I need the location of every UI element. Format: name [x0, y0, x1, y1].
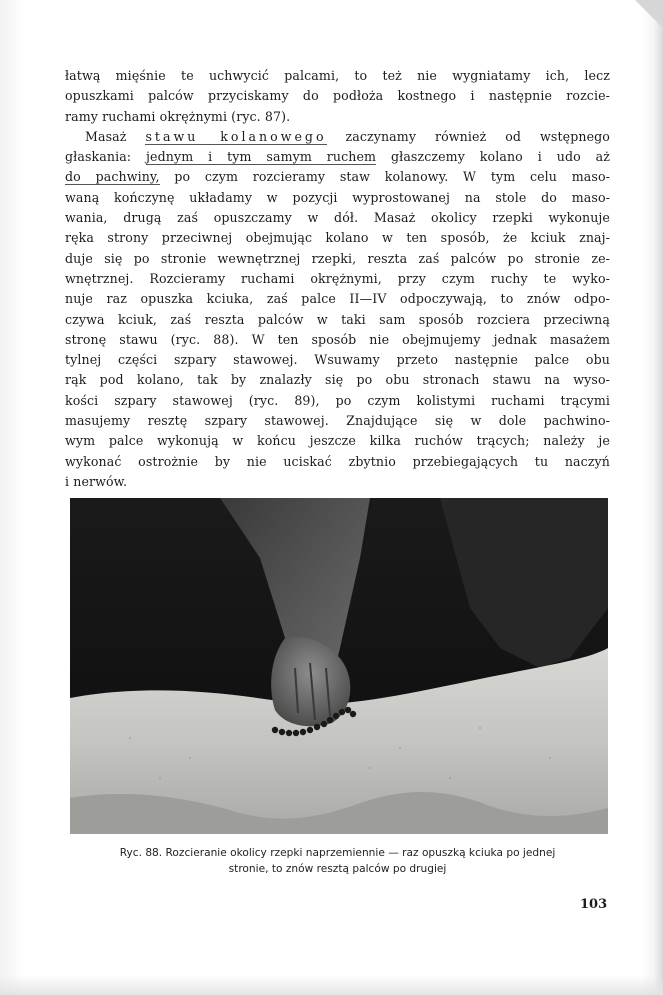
caption-line-1: Ryc. 88. Rozcieranie okolicy rzepki naprzemiennie — raz opuszką kciuka po jednej [119, 847, 556, 859]
page-edge-right-shadow [641, 0, 663, 995]
page-number: 103 [580, 897, 608, 912]
pachwiny-rest: po czym rozcieramy staw kolanowy. W tym celu maso- [174, 169, 610, 185]
glaskania-word: głaskania: [65, 149, 132, 165]
text-line: ręka strony przeciwnej obejmując kolano w ten sposób, że kciuk znaj- [65, 230, 610, 246]
underlined-phrase: jednym i tym samym ruchem [146, 149, 377, 165]
text-line: rąk pod kolano, tak by znalazły się po obu stronach stawu na wyso- [65, 372, 610, 388]
text-line: kości szpary stawowej (ryc. 89), po czym kolistymi ruchami trącymi [65, 392, 610, 408]
masaz-word: Masaż [85, 128, 127, 144]
text-line: czywa kciuk, zaś reszta palców w taki sam sposób rozciera przeciwną [65, 311, 610, 327]
text-line: łatwą mięśnie te uchwycić palcami, to też nie wygniatamy ich, lecz [65, 68, 610, 83]
text-line: wania, drugą zaś opuszczamy w dół. Masaż okolicy rzepki wykonuje [65, 210, 610, 226]
text-line-pachwiny [65, 167, 610, 187]
text-line: i nerwów. [65, 473, 128, 489]
text-line: wnętrznej. Rozcieramy ruchami okrężnymi, przy czym ruchy te wyko- [65, 270, 610, 286]
underlined-pachwiny: do pachwiny, [65, 169, 160, 185]
text-line: ramy ruchami okrężnymi (ryc. 87). [65, 108, 291, 124]
text-line: wykonać ostrożnie by nie uciskać zbytnio przebiegających tu naczyń [65, 453, 610, 469]
masaz-continuation: zaczynamy również od wstępnego [345, 128, 610, 144]
text-line-masaz [65, 127, 610, 147]
figure-photo-knee-massage [70, 498, 608, 834]
text-line: duje się po stronie wewnętrznej rzepki, reszta zaś palców po stronie ze- [65, 250, 610, 266]
stawu-kolanowego-term: stawu kolanowego [145, 128, 327, 144]
page-edge-bottom-shadow [0, 975, 663, 995]
text-line: waną kończynę układamy w pozycji wyprostowanej na stole do maso- [65, 189, 610, 205]
text-line: wym palce wykonują w końcu jeszcze kilka ruchów trących; należy je [65, 433, 610, 449]
photo-illustration [70, 498, 608, 834]
glaskania-rest: głaszczemy kolano i udo aż [390, 149, 610, 165]
page-edge-left-shadow [0, 0, 24, 995]
caption-line-2: stronie, to znów resztą palców po drugiej [228, 863, 447, 875]
text-line: masujemy resztę szpary stawowej. Znajdujące się w dole pachwino- [65, 413, 610, 429]
body-text [65, 66, 610, 492]
figure-caption [65, 845, 610, 877]
page-corner-fold [635, 0, 663, 28]
text-line-glaskania [65, 147, 610, 167]
text-line: opuszkami palców przyciskamy do podłoża kostnego i następnie rozcie- [65, 88, 610, 104]
text-line: tylnej części szpary stawowej. Wsuwamy przeto następnie palce obu [65, 352, 610, 368]
text-line: nuje raz opuszka kciuka, zaś palce II—IV odpoczywają, to znów odpo- [65, 291, 610, 307]
text-line: stronę stawu (ryc. 88). W ten sposób nie obejmujemy jednak masażem [65, 331, 610, 347]
